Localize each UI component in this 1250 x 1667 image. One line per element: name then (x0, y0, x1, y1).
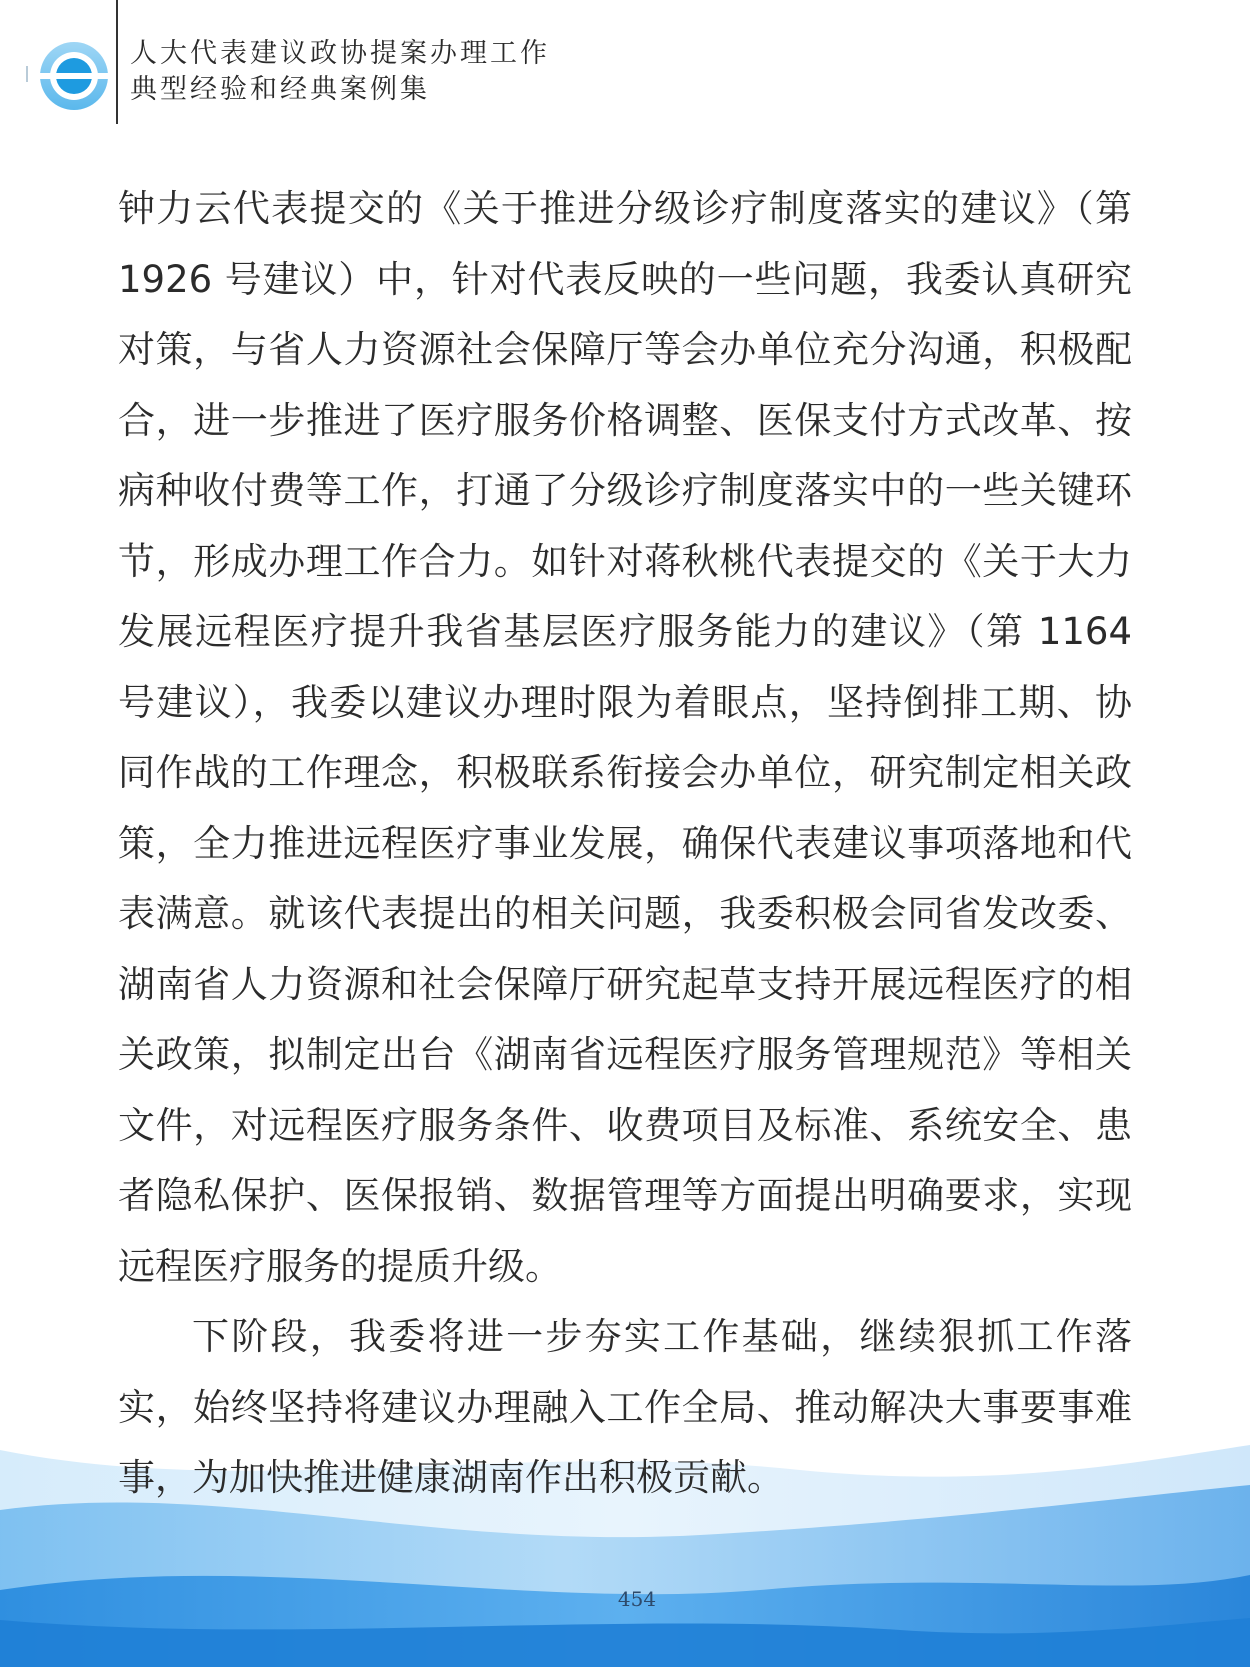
circle-emblem-icon (38, 40, 110, 112)
header-tick-mark (26, 66, 28, 82)
main-text (118, 174, 1132, 1514)
paragraph-2: 下阶段，我委将进一步夯实工作基础，继续狠抓工作落实，始终坚持将建议办理融入工作全局、推动解决大事要事难事，为加快推进健康湖南作出积极贡献。 (118, 1315, 1132, 1499)
paragraph-1: 钟力云代表提交的《关于推进分级诊疗制度落实的建议》（第1926 号建议）中，针对代表反映的一些问题，我委认真研究对策，与省人力资源社会保障厅等会办单位充分沟通，积极配合，进一步推进了医疗服务价格调整、医保支付方式改革、按病种收付费等工作，打通了分级诊疗制度落实中的一些关键环节，形成办理工作合力。如针对蒋秋桃代表提交的《关于大力发展远程医疗提升我省基层医疗服务能力的建议》（第 1164 号建议），我委以建议办理时限为着眼点，坚持倒排工期、协同作战的工作理念，积极联系衔接会办单位，研究制定相关政策，全力推进远程医疗事业发展，确保代表建议事项落地和代表满意。就该代表提出的相关问题，我委积极会同省发改委、湖南省人力资源和社会保障厅研究起草支持开展远程医疗的相关政策，拟制定出台《湖南省远程医疗服务管理规范》等相关文件，对远程医疗服务条件、收费项目及标准、系统安全、患者隐私保护、医保报销、数据管理等方面提出明确要求，实现远程医疗服务的提质升级。 (118, 187, 1132, 1288)
book-title (130, 36, 550, 108)
page-header (0, 0, 1250, 125)
book-title-line1: 人大代表建议政协提案办理工作 (130, 38, 550, 69)
header-divider (116, 0, 118, 124)
book-title-line2: 典型经验和经典案例集 (130, 74, 430, 105)
page-number: 454 (617, 1587, 657, 1611)
